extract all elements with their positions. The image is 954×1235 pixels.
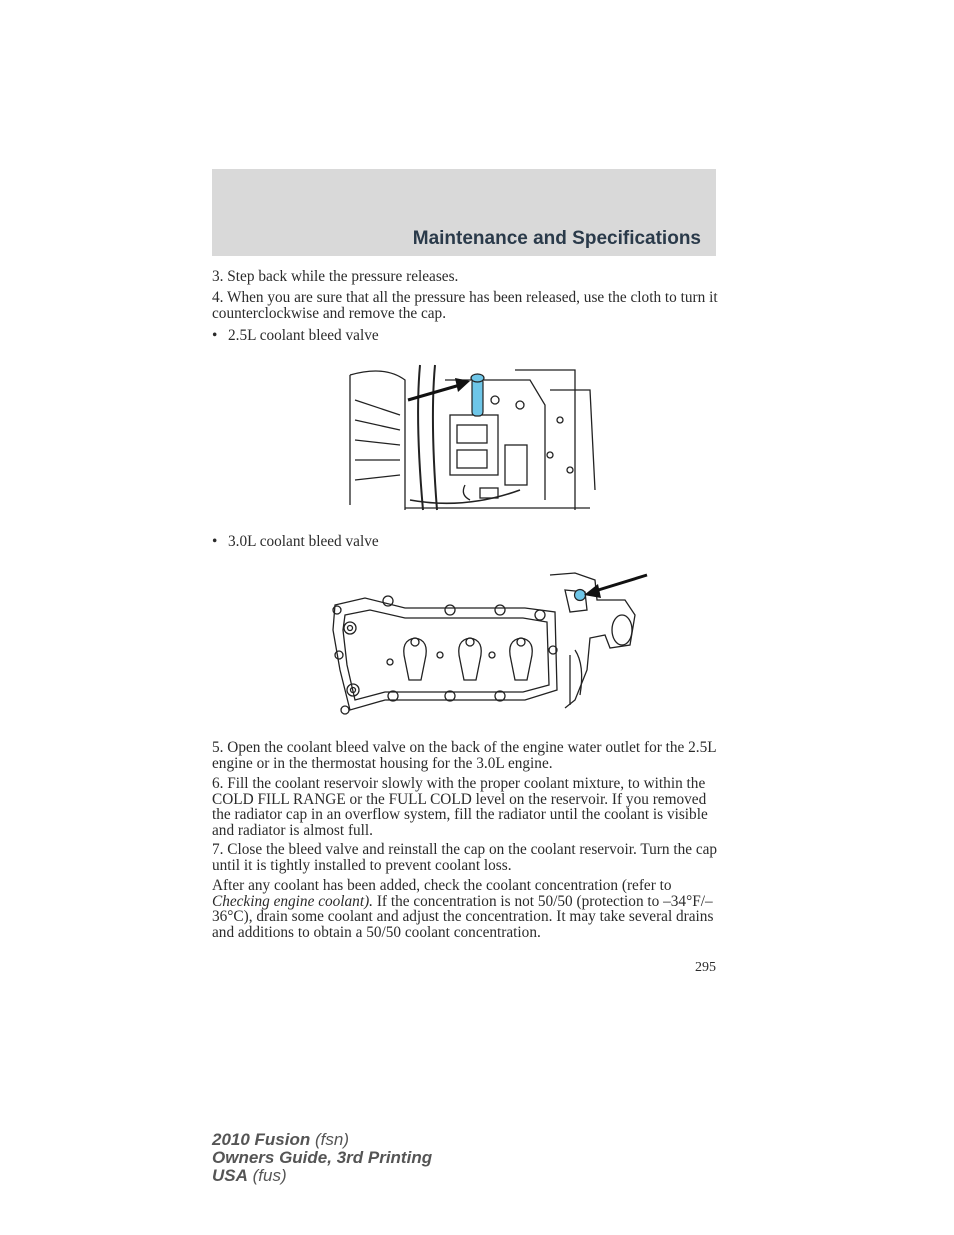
- step-4-text: 4. When you are sure that all the pressure has been released, use the cloth to turn it counterclockwise and remove the cap.: [212, 289, 718, 322]
- page-number: 295: [695, 960, 716, 975]
- footer-model: 2010 Fusion: [212, 1130, 311, 1149]
- section-title: Maintenance and Specifications: [412, 228, 701, 249]
- footer-line-3: [212, 1167, 432, 1185]
- footer-line-2: Owners Guide, 3rd Printing: [212, 1148, 433, 1167]
- footer-model-code: (fsn): [315, 1130, 349, 1149]
- bullet-dot: •: [212, 327, 218, 344]
- bullet-3-0l-label: 3.0L coolant bleed valve: [228, 533, 379, 550]
- figure-2-5l-engine: [345, 360, 605, 520]
- bullet-2-5l-label: 2.5L coolant bleed valve: [228, 327, 379, 344]
- footer: [212, 1131, 432, 1185]
- footer-region: USA: [212, 1166, 248, 1185]
- step-3-text: 3. Step back while the pressure releases.: [212, 268, 459, 285]
- step-7-text: 7. Close the bleed valve and reinstall the cap on the coolant reservoir. Turn the cap until it is tightly installed to prevent coolant loss.: [212, 841, 718, 874]
- bullet-2-5l: [212, 327, 379, 345]
- checking-engine-coolant-ref[interactable]: Checking engine coolant).: [212, 892, 373, 910]
- section-header-band: [212, 169, 716, 256]
- step-5-text: 5. Open the coolant bleed valve on the back of the engine water outlet for the 2.5L engine or in the thermostat housing for the 3.0L engine.: [212, 739, 717, 772]
- after-coolant-text-b: If the concentration is not 50/50 (protection to –34°F/–36°C), drain some coolant and adjust the concentration. It may take several drains and additions to obtain a 50/50 coolant concentration.: [212, 892, 714, 941]
- footer-region-code: (fus): [252, 1166, 287, 1185]
- figure-3-0l-engine: [325, 570, 655, 725]
- footer-line-1: [212, 1131, 432, 1149]
- bullet-dot: •: [212, 533, 218, 550]
- bullet-3-0l: [212, 533, 379, 551]
- step-6-text: 6. Fill the coolant reservoir slowly with the proper coolant mixture, to within the COLD FILL RANGE or the FULL COLD level on the reservoir. If you removed the radiator cap in an overflow system, fill the radiator until the coolant is visible and radiator is almost full.: [212, 775, 708, 839]
- after-coolant-paragraph: [212, 878, 718, 940]
- after-coolant-text-a: After any coolant has been added, check the coolant concentration (refer to: [212, 877, 672, 894]
